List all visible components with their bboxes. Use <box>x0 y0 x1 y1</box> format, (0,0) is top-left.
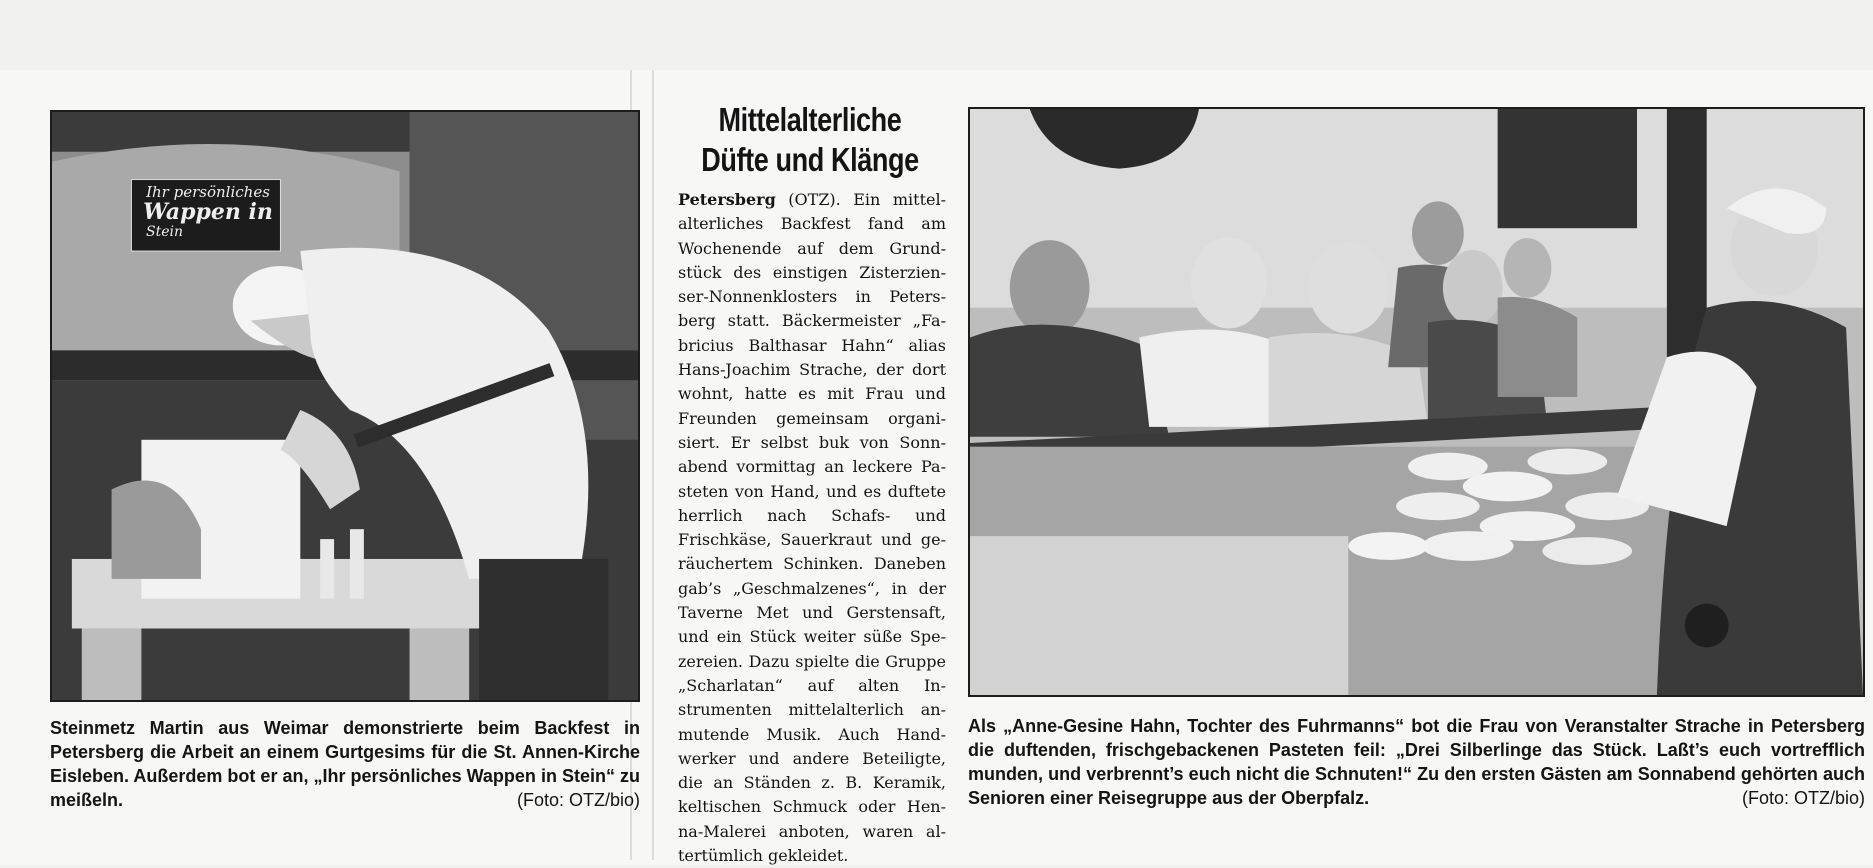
stonemason-caption <box>50 716 640 812</box>
article-body <box>678 188 946 868</box>
column-fold-line <box>652 70 654 860</box>
photo-credit: (Foto: OTZ/bio) <box>1741 788 1865 808</box>
stonemason-photo <box>50 110 640 702</box>
sign-line: Stein <box>146 224 183 240</box>
pastry-stall-caption <box>968 714 1865 810</box>
coat-of-arms-sign <box>138 182 278 242</box>
article-text: (OTZ). Ein mittelalterliches Backfest fand am Wochenende auf dem Grundstück des einstigen Zisterzienser-Nonnenklosters in Petersberg statt. Bäckermeister „Fabricius Balthasar Hahn“ alias Hans-Joachim Strache, der dort wohnt, hatte es mit Frau und Freunden gemeinsam organisiert. Er selbst buk von Sonnabend vormittag an leckere Pasteten von Hand, und es duftete herrlich nach Schafs- und Frischkäse, Sauerkraut und geräuchertem Schinken. Daneben gab’s „Geschmalzenes“, in der Taverne Met und Gerstensaft, und ein Stück weiter süße Spezereien. Dazu spielte die Gruppe „Scharlatan“ auf alten Instrumenten mittelalterlich anmutende Musik. Auch Handwerker und andere Beteiligte, die an Ständen z. B. Keramik, keltischen Schmuck oder Henna-Malerei anboten, waren altertümlich gekleidet. <box>678 190 946 866</box>
headline-line: Düfte und Klänge <box>701 141 919 178</box>
sign-line: Wappen in <box>143 199 273 225</box>
caption-text: Steinmetz Martin aus Weimar demonstrierte beim Backfest in Petersberg die Arbeit an einem Gurtgesims für die St. Annen-Kirche Eisleben. Außerdem bot er an, „Ihr persönliches Wappen in Stein“ zu meißeln. <box>50 718 640 810</box>
caption-text: Als „Anne-Gesine Hahn, Tochter des Fuhrmanns“ bot die Frau von Veranstalter Strache in Petersberg die duftenden, frischgebackenen Pasteten feil: „Drei Silberlinge das Stück. Laßt’s euch vortrefflich munden, und verbrennt’s euch nicht die Schnuten!“ Zu den ersten Gästen am Sonnabend gehörten auch Senioren einer Reisegruppe aus der Oberpfalz. <box>968 716 1865 808</box>
photo-credit: (Foto: OTZ/bio) <box>516 790 640 810</box>
article-headline <box>687 100 933 180</box>
headline-line: Mittelalterliche <box>718 101 902 138</box>
pastry-stall-photo <box>968 107 1865 697</box>
sign-line: Ihr persönliches <box>146 183 270 201</box>
dateline: Petersberg <box>678 190 776 209</box>
pastry-stall-scene <box>970 109 1863 695</box>
